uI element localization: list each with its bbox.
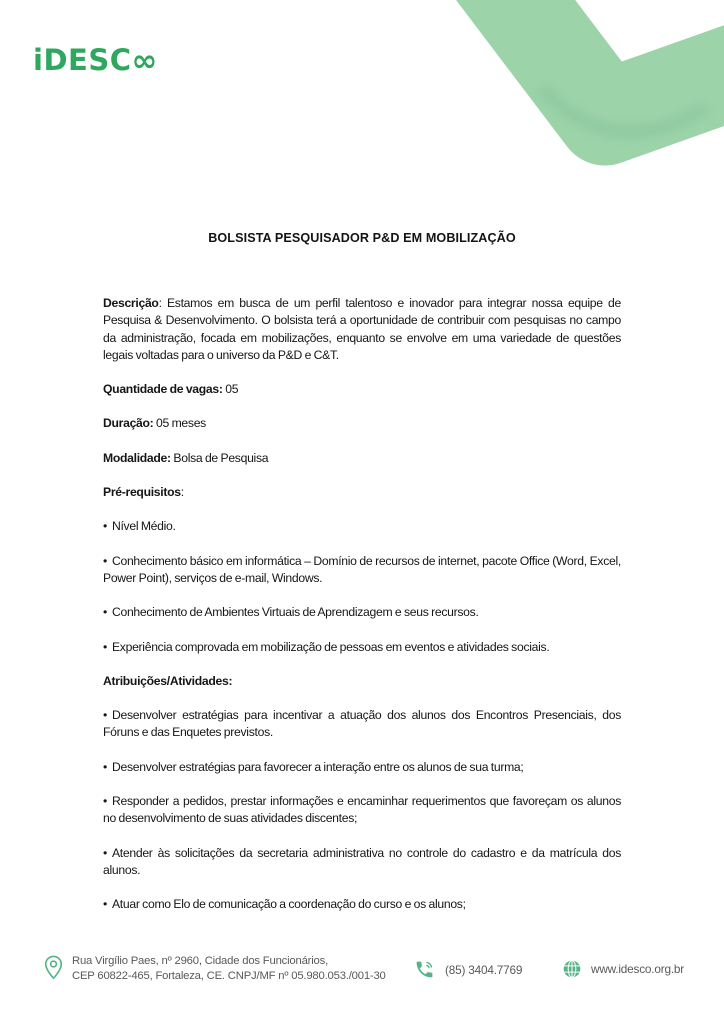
bullet-item — [103, 793, 621, 828]
document-body — [103, 295, 621, 931]
paragraph — [103, 415, 621, 432]
address-line-2: CEP 60822-465, Fortaleza, CE. CNPJ/MF nº 05.980.053./001-30 — [72, 969, 386, 982]
bullet-item — [103, 553, 621, 588]
bullet-marker: • — [103, 845, 107, 860]
bullet-item — [103, 707, 621, 742]
bullet-item — [103, 759, 621, 776]
field-label: Pré-requisitos — [103, 485, 181, 500]
page-title: BOLSISTA PESQUISADOR P&D EM MOBILIZAÇÃO — [208, 231, 516, 245]
paragraph-text: Responder a pedidos, prestar informações e encaminhar requerimentos que favoreçam os alunos no desenvolvimento de suas atividades discentes; — [103, 794, 621, 826]
bullet-marker: • — [103, 897, 107, 912]
bullet-marker: • — [103, 759, 107, 774]
bullet-marker: • — [103, 639, 107, 654]
field-label: Quantidade de vagas: — [103, 382, 223, 397]
paragraph-text: : Estamos em busca de um perfil talentoso e inovador para integrar nossa equipe de Pesquisa & Desenvolvimento. O bolsista terá a oportunidade de contribuir com pesquisas no campo da administração, focada em mobilizações, enquanto se envolve em uma variedade de questões legais voltadas para o universo da P&D e C&T. — [103, 296, 621, 362]
idesco-logo — [33, 43, 158, 79]
paragraph-text: Atuar como Elo de comunicação a coordenação do curso e os alunos; — [111, 897, 466, 912]
phone-icon — [414, 959, 435, 980]
bullet-marker: • — [103, 519, 107, 534]
bullet-marker: • — [103, 708, 107, 723]
bullet-item — [103, 896, 621, 913]
address-text — [72, 954, 386, 984]
globe-icon — [562, 959, 582, 979]
checkmark-ribbon-graphic — [424, 0, 724, 245]
field-label: Descrição — [103, 296, 159, 310]
paragraph — [103, 295, 621, 364]
paragraph-text: Conhecimento básico em informática – Domínio de recursos de internet, pacote Office (Word, Excel, Power Point), serviços de e-mail, Windows. — [103, 553, 621, 585]
checkmark-icon — [424, 0, 724, 245]
address-line-1: Rua Virgílio Paes, nº 2960, Cidade dos Funcionários, — [72, 955, 329, 967]
paragraph-text: Experiência comprovada em mobilização de pessoas em eventos e atividades sociais. — [111, 639, 550, 654]
field-label: Duração: — [103, 416, 154, 431]
field-label: Modalidade: — [103, 450, 171, 465]
paragraph-text: Conhecimento de Ambientes Virtuais de Aprendizagem e seus recursos. — [111, 605, 479, 620]
paragraph — [103, 381, 621, 398]
paragraph-text: 05 meses — [153, 416, 206, 431]
phone-number: (85) 3404.7769 — [445, 962, 523, 977]
paragraph — [103, 484, 621, 501]
website-url: www.idesco.org.br — [591, 962, 684, 976]
map-pin-icon — [44, 954, 63, 981]
bullet-marker: • — [103, 605, 107, 620]
paragraph — [103, 450, 621, 467]
paragraph — [103, 673, 621, 690]
bullet-item — [103, 845, 621, 880]
bullet-item — [103, 639, 621, 656]
bullet-item — [103, 604, 621, 621]
paragraph-text: Desenvolver estratégias para incentivar a atuação dos alunos dos Encontros Presenciais, dos Fóruns e das Enquetes previstos. — [103, 708, 621, 740]
footer-website — [562, 959, 684, 979]
logo-infinity-glyph: ∞ — [131, 43, 158, 79]
footer-address — [44, 954, 386, 984]
footer-phone — [414, 959, 522, 980]
bullet-marker: • — [103, 794, 107, 809]
bullet-marker: • — [103, 553, 107, 568]
paragraph-text: Nível Médio. — [111, 519, 176, 534]
bullet-item — [103, 518, 621, 535]
paragraph-text: 05 — [222, 382, 239, 397]
paragraph-text: Atender às solicitações da secretaria administrativa no controle do cadastro e da matrícula dos alunos. — [103, 845, 621, 877]
logo-text: iDESC — [33, 43, 132, 77]
paragraph-text: : — [180, 485, 184, 500]
paragraph-text: Desenvolver estratégias para favorecer a interação entre os alunos de sua turma; — [111, 759, 524, 774]
field-label: Atribuições/Atividades: — [103, 673, 233, 688]
paragraph-text: Bolsa de Pesquisa — [170, 450, 269, 465]
